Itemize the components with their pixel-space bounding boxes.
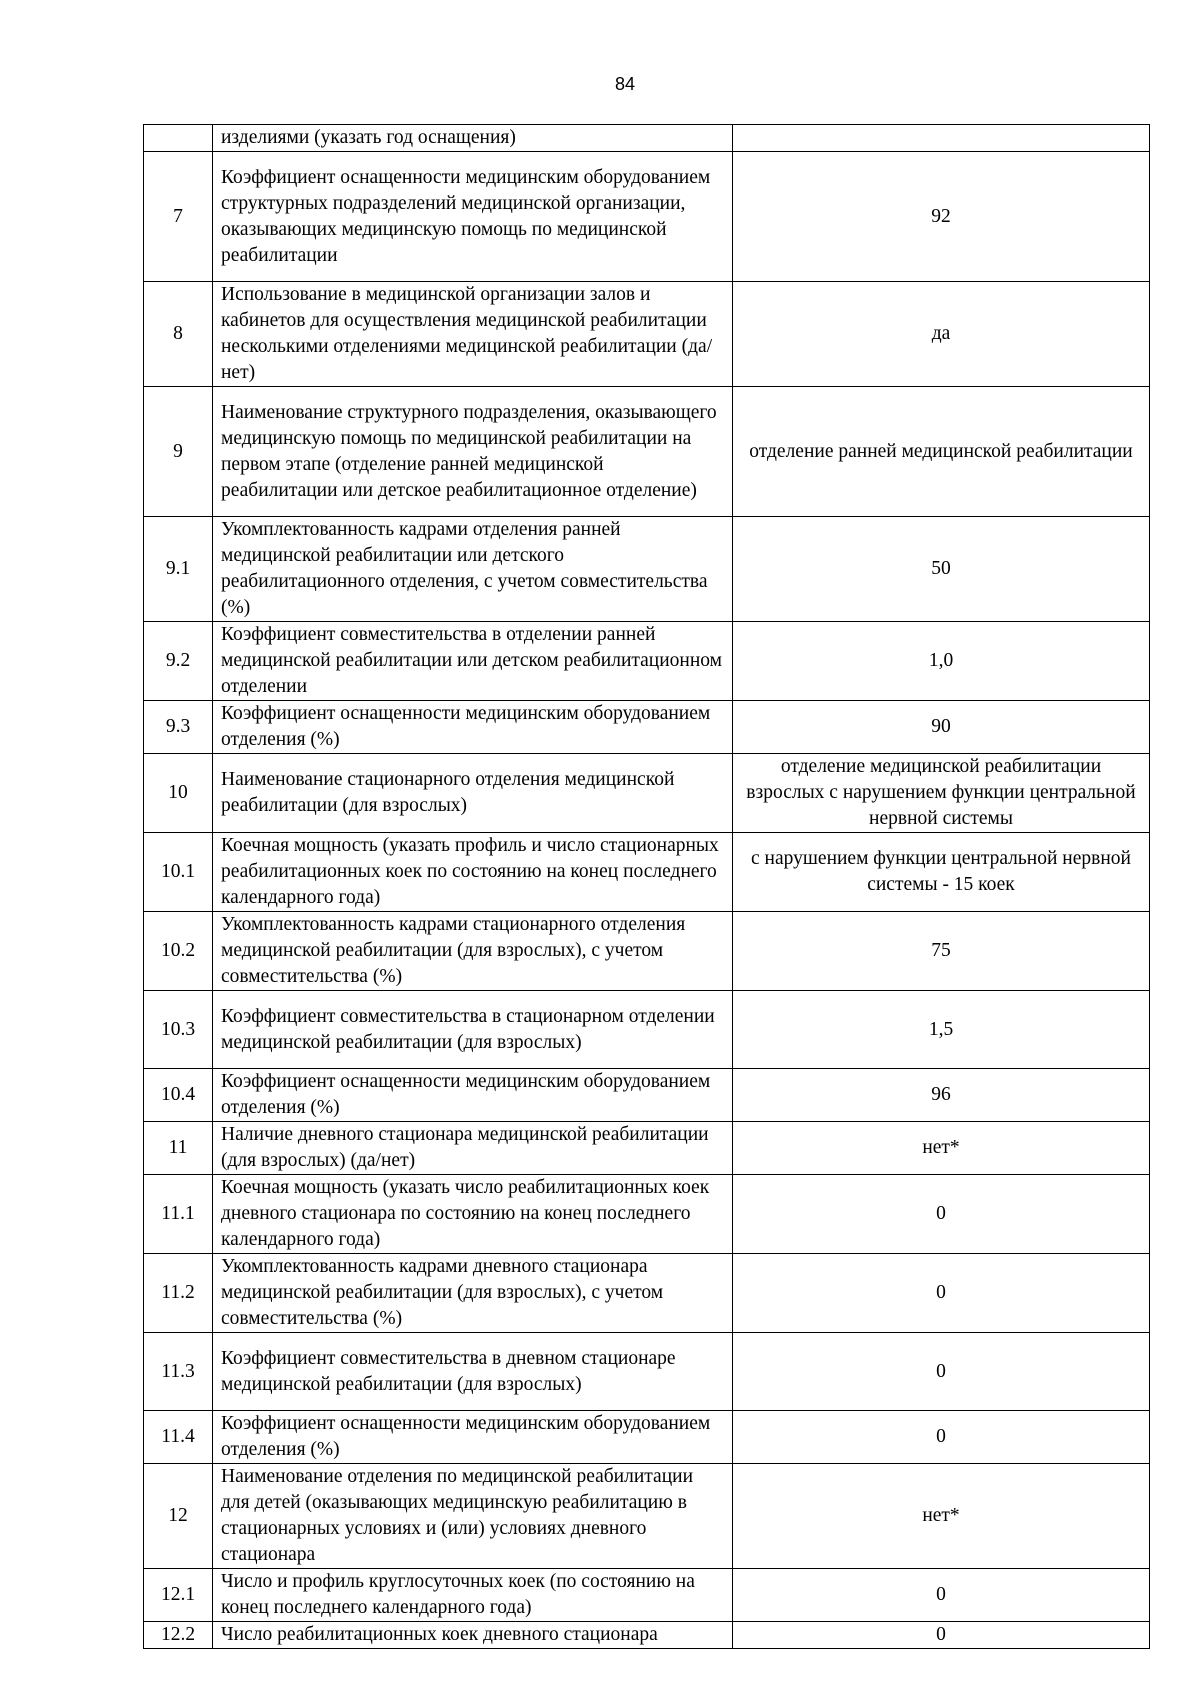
indicator-value: 50 [733,517,1150,622]
indicator-value: нет* [733,1122,1150,1175]
indicator-value: 0 [733,1411,1150,1464]
indicator-name: Укомплектованность кадрами отделения ранней медицинской реабилитации или детского реабилитационного отделения, с учетом совместительства (%) [213,517,733,622]
indicator-name: Коечная мощность (указать число реабилитационных коек дневного стационара по состоянию на конец последнего календарного года) [213,1175,733,1254]
indicator-value: 0 [733,1569,1150,1622]
row-number: 10.4 [144,1069,213,1122]
indicator-name: Коэффициент оснащенности медицинским оборудованием отделения (%) [213,1411,733,1464]
table-row [144,152,1150,282]
indicator-name: Коэффициент оснащенности медицинским оборудованием структурных подразделений медицинской организации, оказывающих медицинскую помощь по медицинской реабилитации [213,152,733,282]
indicator-name: Коечная мощность (указать профиль и число стационарных реабилитационных коек по состоянию на конец последнего календарного года) [213,833,733,912]
indicator-name: Число и профиль круглосуточных коек (по состоянию на конец последнего календарного года) [213,1569,733,1622]
row-number: 12.1 [144,1569,213,1622]
row-number: 11 [144,1122,213,1175]
table-row [144,622,1150,701]
indicator-name: Коэффициент совместительства в дневном стационаре медицинской реабилитации (для взрослых) [213,1333,733,1411]
row-number: 10.3 [144,991,213,1069]
table-row [144,1622,1150,1649]
row-number: 9 [144,387,213,517]
table-row [144,1464,1150,1569]
table-row [144,1069,1150,1122]
indicator-value [733,125,1150,152]
row-number: 12.2 [144,1622,213,1649]
table-row [144,1333,1150,1411]
table-row [144,833,1150,912]
table-row [144,1411,1150,1464]
table-row [144,125,1150,152]
row-number: 7 [144,152,213,282]
indicator-value: 0 [733,1254,1150,1333]
row-number: 10 [144,754,213,833]
indicator-value: да [733,282,1150,387]
row-number: 9.1 [144,517,213,622]
indicator-value: 75 [733,912,1150,991]
indicator-name: Коэффициент оснащенности медицинским оборудованием отделения (%) [213,701,733,754]
indicator-value: 0 [733,1622,1150,1649]
indicator-value: 0 [733,1333,1150,1411]
indicator-value: отделение ранней медицинской реабилитации [733,387,1150,517]
indicator-value: нет* [733,1464,1150,1569]
row-number: 9.2 [144,622,213,701]
indicator-name: Укомплектованность кадрами стационарного отделения медицинской реабилитации (для взрослых), с учетом совместительства (%) [213,912,733,991]
indicator-name: Наименование структурного подразделения, оказывающего медицинскую помощь по медицинской реабилитации на первом этапе (отделение ранней медицинской реабилитации или детское реабилитационное отделение) [213,387,733,517]
indicator-name: Наименование стационарного отделения медицинской реабилитации (для взрослых) [213,754,733,833]
table-row [144,1122,1150,1175]
table-row [144,1569,1150,1622]
table-row [144,754,1150,833]
table-row [144,387,1150,517]
indicators-table [143,124,1150,1649]
table-row [144,991,1150,1069]
indicator-name: Коэффициент совместительства в стационарном отделении медицинской реабилитации (для взрослых) [213,991,733,1069]
row-number: 11.1 [144,1175,213,1254]
row-number: 9.3 [144,701,213,754]
indicator-name: Наличие дневного стационара медицинской реабилитации (для взрослых) (да/нет) [213,1122,733,1175]
indicator-value: 96 [733,1069,1150,1122]
indicator-name: изделиями (указать год оснащения) [213,125,733,152]
indicator-value: 1,5 [733,991,1150,1069]
page-number: 84 [614,74,636,94]
table-row [144,912,1150,991]
indicator-name: Укомплектованность кадрами дневного стационара медицинской реабилитации (для взрослых), с учетом совместительства (%) [213,1254,733,1333]
row-number: 12 [144,1464,213,1569]
indicator-value: 1,0 [733,622,1150,701]
indicator-value: 90 [733,701,1150,754]
indicator-name: Коэффициент оснащенности медицинским оборудованием отделения (%) [213,1069,733,1122]
row-number: 11.4 [144,1411,213,1464]
indicator-value: с нарушением функции центральной нервной системы - 15 коек [733,833,1150,912]
indicator-value: отделение медицинской реабилитации взрослых с нарушением функции центральной нервной системы [733,754,1150,833]
table-row [144,1254,1150,1333]
indicator-name: Число реабилитационных коек дневного стационара [213,1622,733,1649]
row-number: 11.3 [144,1333,213,1411]
indicator-value: 92 [733,152,1150,282]
table-row [144,1175,1150,1254]
row-number: 10.2 [144,912,213,991]
row-number: 11.2 [144,1254,213,1333]
indicator-name: Наименование отделения по медицинской реабилитации для детей (оказывающих медицинскую реабилитацию в стационарных условиях и (или) условиях дневного стационара [213,1464,733,1569]
table-row [144,701,1150,754]
indicator-name: Коэффициент совместительства в отделении ранней медицинской реабилитации или детском реабилитационном отделении [213,622,733,701]
row-number: 8 [144,282,213,387]
indicator-value: 0 [733,1175,1150,1254]
table-row [144,517,1150,622]
row-number: 10.1 [144,833,213,912]
row-number [144,125,213,152]
table-row [144,282,1150,387]
indicator-name: Использование в медицинской организации залов и кабинетов для осуществления медицинской реабилитации несколькими отделениями медицинской реабилитации (да/нет) [213,282,733,387]
